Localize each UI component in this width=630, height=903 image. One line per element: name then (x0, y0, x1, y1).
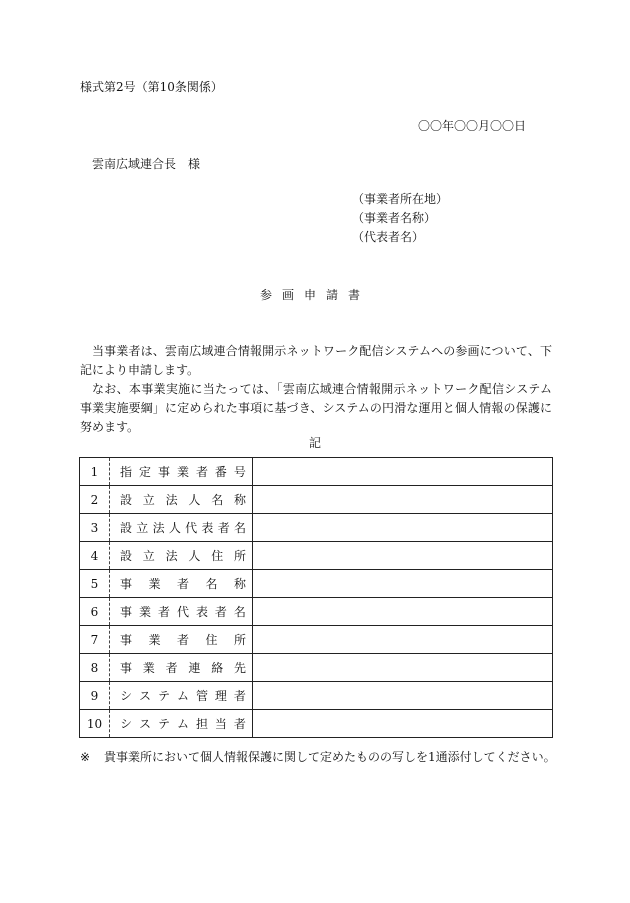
row-label (110, 542, 253, 570)
applicant-block (352, 193, 448, 250)
table-row (80, 626, 553, 654)
body-text (80, 342, 552, 437)
row-value-field[interactable] (253, 514, 553, 542)
table-row (80, 598, 553, 626)
row-label-text: 設 立 法 人 代 表 者 名 (120, 520, 246, 535)
document-title: 参画申請書 (259, 288, 370, 302)
row-number: 1 (80, 458, 110, 486)
row-value-field[interactable] (253, 598, 553, 626)
row-number: 9 (80, 682, 110, 710)
row-value-field[interactable] (253, 542, 553, 570)
row-label-text: シ ス テ ム 管 理 者 (120, 688, 246, 703)
note-text: 貴事業所において個人情報保護に関して定めたものの写しを1通添付してください。 (104, 750, 556, 764)
row-value-field[interactable] (253, 682, 553, 710)
row-number: 6 (80, 598, 110, 626)
row-label (110, 570, 253, 598)
applicant-name-label: （事業者名称） (352, 211, 437, 225)
table-row (80, 570, 553, 598)
document-date: 〇〇年〇〇月〇〇日 (417, 119, 526, 133)
row-number: 10 (80, 710, 110, 738)
footnote (80, 751, 556, 763)
row-number: 7 (80, 626, 110, 654)
row-label-text: 事 業 者 住 所 (120, 632, 246, 647)
body-paragraph: なお、本事業実施に当たっては、「雲南広域連合情報開示ネットワーク配信システム事業実施要綱」に定められた事項に基づき、システムの円滑な運用と個人情報の保護に努めます。 (80, 382, 552, 434)
row-number: 3 (80, 514, 110, 542)
row-label (110, 486, 253, 514)
row-label-text: 指 定 事 業 者 番 号 (120, 464, 246, 479)
row-label (110, 514, 253, 542)
row-label-text: 事 業 者 連 絡 先 (120, 660, 246, 675)
row-value-field[interactable] (253, 458, 553, 486)
items-table-body (80, 458, 553, 738)
row-value-field[interactable] (253, 626, 553, 654)
row-label (110, 710, 253, 738)
items-table (79, 457, 553, 738)
row-value-field[interactable] (253, 710, 553, 738)
row-number: 5 (80, 570, 110, 598)
table-row (80, 514, 553, 542)
row-label-text: シ ス テ ム 担 当 者 (120, 716, 246, 731)
ki-heading: 記 (308, 436, 321, 450)
note-mark: ※ (80, 750, 91, 764)
row-label (110, 598, 253, 626)
table-row (80, 682, 553, 710)
row-value-field[interactable] (253, 486, 553, 514)
row-label (110, 458, 253, 486)
row-label-text: 事 業 者 名 称 (120, 576, 246, 591)
addressee: 雲南広域連合長 様 (92, 157, 201, 171)
row-value-field[interactable] (253, 654, 553, 682)
table-row (80, 458, 553, 486)
row-label-text: 設 立 法 人 住 所 (120, 548, 246, 563)
table-row (80, 654, 553, 682)
row-number: 2 (80, 486, 110, 514)
row-label (110, 626, 253, 654)
applicant-representative-label: （代表者名） (352, 230, 425, 244)
form-number: 様式第2号（第10条関係） (80, 80, 223, 94)
row-value-field[interactable] (253, 570, 553, 598)
table-row (80, 710, 553, 738)
applicant-address-label: （事業者所在地） (352, 192, 449, 206)
table-row (80, 486, 553, 514)
body-paragraph: 当事業者は、雲南広域連合情報開示ネットワーク配信システムへの参画について、下記により申請します。 (80, 344, 552, 377)
row-label-text: 設 立 法 人 名 称 (120, 492, 246, 507)
table-row (80, 542, 553, 570)
row-number: 8 (80, 654, 110, 682)
row-label (110, 654, 253, 682)
row-label-text: 事 業 者 代 表 者 名 (120, 604, 246, 619)
row-number: 4 (80, 542, 110, 570)
row-label (110, 682, 253, 710)
